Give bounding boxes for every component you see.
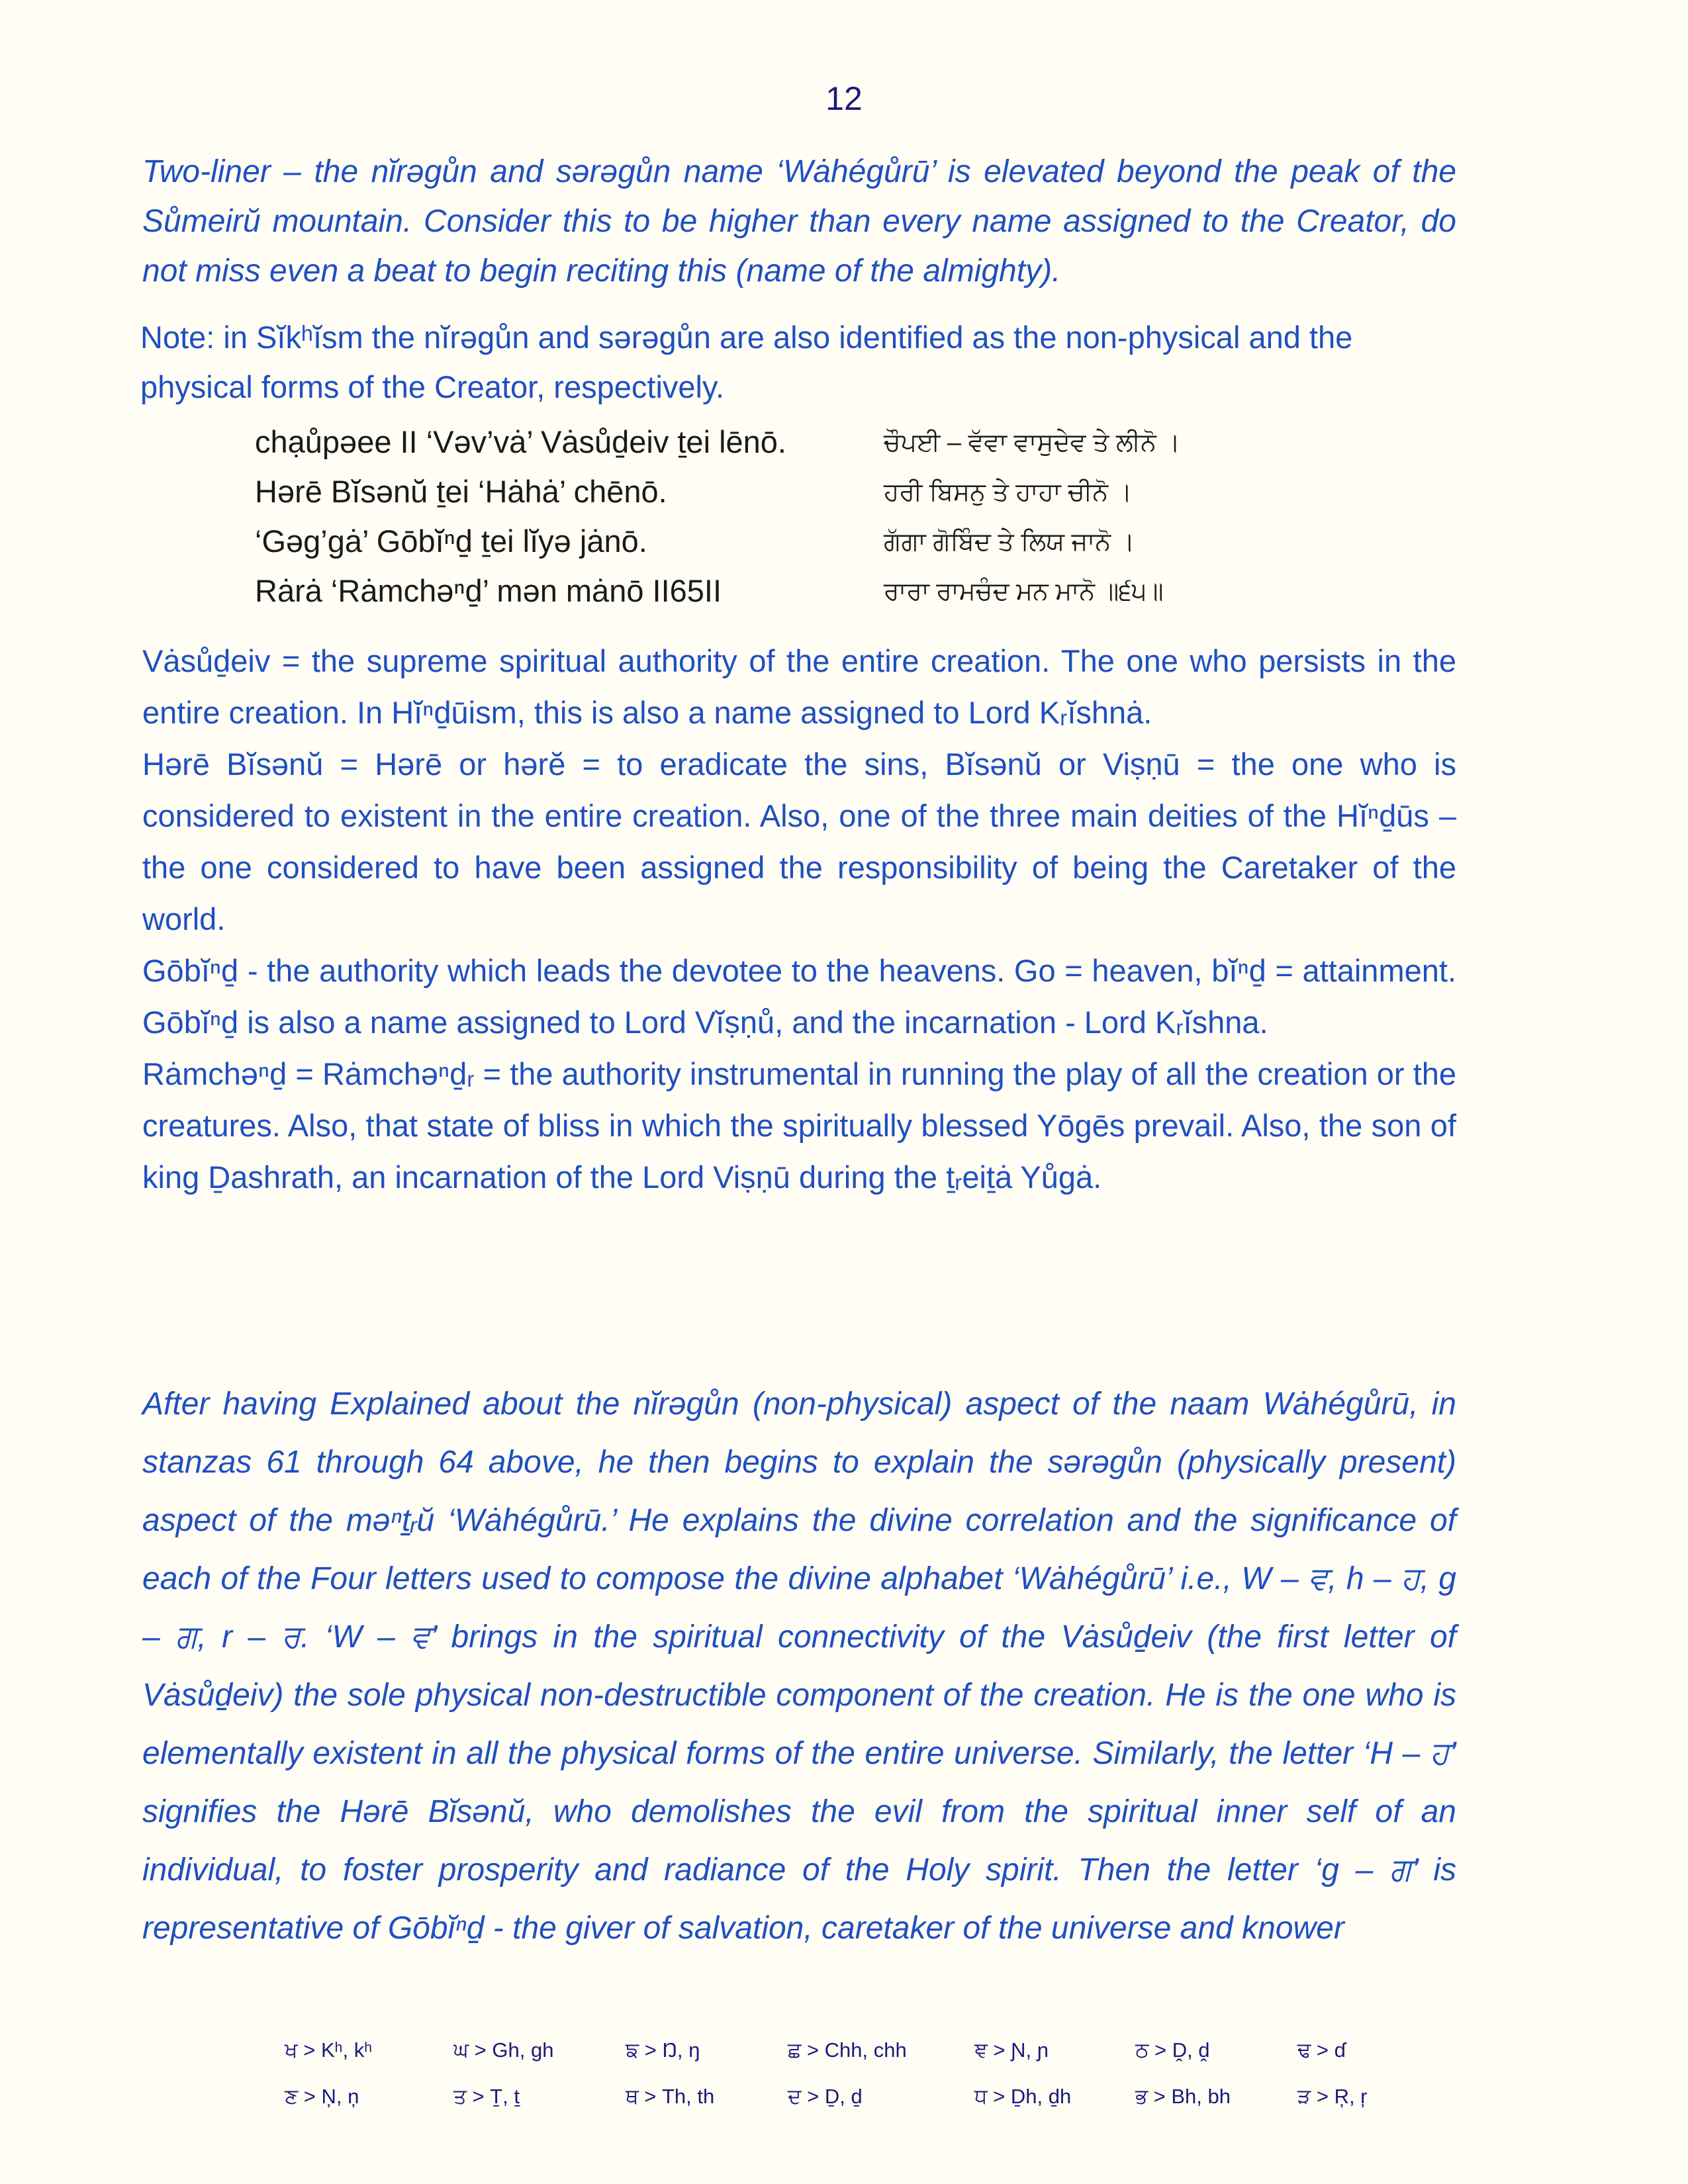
glossary-ramchand: Rȧmchəⁿḏ = Rȧmchəⁿḏᵣ = the authority instrumental in running the play of all the creation or the creatures. Also, that state of bliss in which the spiritually blessed Yōgēs prevail. Also, the son of king Ḏashrath, an incarnation of the Lord Viṣṇū during the ṯᵣeiṯȧ Yůgȧ. <box>142 1056 1456 1195</box>
key-tha: ਥ > Th, th <box>626 2085 715 2108</box>
verse-gurmukhi-2: ਹਰੀ ਬਿਸਨੁ ਤੇ ਹਾਹਾ ਚੀਨੋ । <box>884 478 1133 506</box>
key-bha: ਭ > Bh, bh <box>1135 2085 1231 2108</box>
key-ta: ਤ > Ṯ, ṯ <box>453 2085 520 2108</box>
verse-gurmukhi-1: ਚੌਪਈ – ਵੱਵਾ ਵਾਸੁਦੇਵ ਤੇ ਲੀਨੋ । <box>884 429 1181 457</box>
key-nya: ਞ > Ɲ, ɲ <box>974 2038 1049 2062</box>
key-kh: ਖ > Kʰ, kʰ <box>285 2038 373 2062</box>
verse-gurmukhi-4: ਰਾਰਾ ਰਾਮਚੰਦ ਮਨ ਮਾਨੋ ॥੬੫॥ <box>884 578 1164 606</box>
key-rra: ੜ > Ŗ, ŗ <box>1297 2085 1368 2108</box>
key-chh: ਛ > Chh, chh <box>788 2038 907 2062</box>
key-da: ਦ > Ḏ, ḏ <box>788 2085 863 2108</box>
verse-line-3: ‘Gəg’gȧ’ Gōbĭⁿḏ ṯei lĭyə jȧnō. <box>255 523 647 559</box>
page-number: 12 <box>825 80 863 117</box>
key-ttha: ਠ > Ḓ, ḓ <box>1135 2038 1210 2062</box>
verse-line-2: Hərē Bĭsənŭ ṯei ‘Hȧhȧ’ chēnō. <box>255 474 667 509</box>
explanation-paragraph: After having Explained about the nĭrəgůn (non-physical) aspect of the naam Wȧhégůrū, in stanzas 61 through 64 above, he then begins to explain the sərəgůn (physically present) aspect of the məⁿṯᵣŭ ‘Wȧhégůrū.’ He explains the divine correlation and the significance of each of the Four letters used to compose the divine alphabet ‘Wȧhégůrū’ i.e., W – ਵ, h – ਹ, g – ਗ, r – ਰ. ‘W – ਵ’ brings in the spiritual connectivity of the Vȧsůḏeiv (the first letter of Vȧsůḏeiv) the sole physical non-destructible component of the creation. He is the one who is elementally existent in all the physical forms of the entire universe. Similarly, the letter ‘H – ਹ’ signifies the Hərē Bĭsənŭ, who demolishes the evil from the spiritual inner self of an individual, to foster prosperity and radiance of the Holy spirit. Then the letter ‘g – ਗ’ is representative of Gōbĭⁿḏ - the giver of salvation, caretaker of the universe and knower <box>142 1387 1456 1946</box>
glossary-hare-bisanu: Hərē Bĭsənŭ = Hərē or hərĕ = to eradicate the sins, Bĭsənŭ or Viṣṇū = the one who is considered to existent in the entire creation. Also, one of the three main deities of the Hĭⁿḏūs – the one considered to have been assigned the responsibility of being the Caretaker of the world. <box>142 747 1456 936</box>
verse-line-4: Rȧrȧ ‘Rȧmchəⁿḏ’ mən mȧnō II65II <box>255 573 722 608</box>
glossary-vasudeiv: Vȧsůḏeiv = the supreme spiritual authority of the entire creation. The one who persists in the entire creation. In Hĭⁿḏūism, this is also a name assigned to Lord Kᵣĭshnȧ. <box>142 643 1456 730</box>
key-dha: ਧ > Ḏh, ḏh <box>974 2085 1072 2108</box>
verse-gurmukhi-3: ਗੱਗਾ ਗੋਬਿੰਦ ਤੇ ਲਿਯ ਜਾਨੋ । <box>884 528 1135 556</box>
note-paragraph: Note: in Sĭkʰĭsm the nĭrəgůn and sərəgůn are also identified as the non-physical and the physical forms of the Creator, respectively. <box>140 320 1353 404</box>
glossary-gobind: Gōbĭⁿḏ - the authority which leads the devotee to the heavens. Go = heaven, bĭⁿḏ = attainment. Gōbĭⁿḏ is also a name assigned to Lord Vĭṣṇů, and the incarnation - Lord Kᵣĭshna. <box>142 953 1456 1040</box>
key-gh: ਘ > Gh, gh <box>453 2038 554 2062</box>
key-nna: ਣ > Ņ, ņ <box>285 2085 359 2108</box>
key-ddha: ਢ > ɗ <box>1297 2038 1346 2062</box>
two-liner-summary: Two-liner – the nĭrəgůn and sərəgůn name ‘Wȧhégůrū’ is elevated beyond the peak of the Sůmeirŭ mountain. Consider this to be higher than every name assigned to the Creator, do not miss even a beat to begin reciting this (name of the almighty). <box>142 154 1456 289</box>
verse-line-1: chạůpəee II ‘Vəv’vȧ’ Vȧsůḏeiv ṯei lēnō. <box>255 424 786 459</box>
glossary <box>142 635 1456 1203</box>
key-ng: ਙ > Ŋ, ŋ <box>626 2038 700 2062</box>
